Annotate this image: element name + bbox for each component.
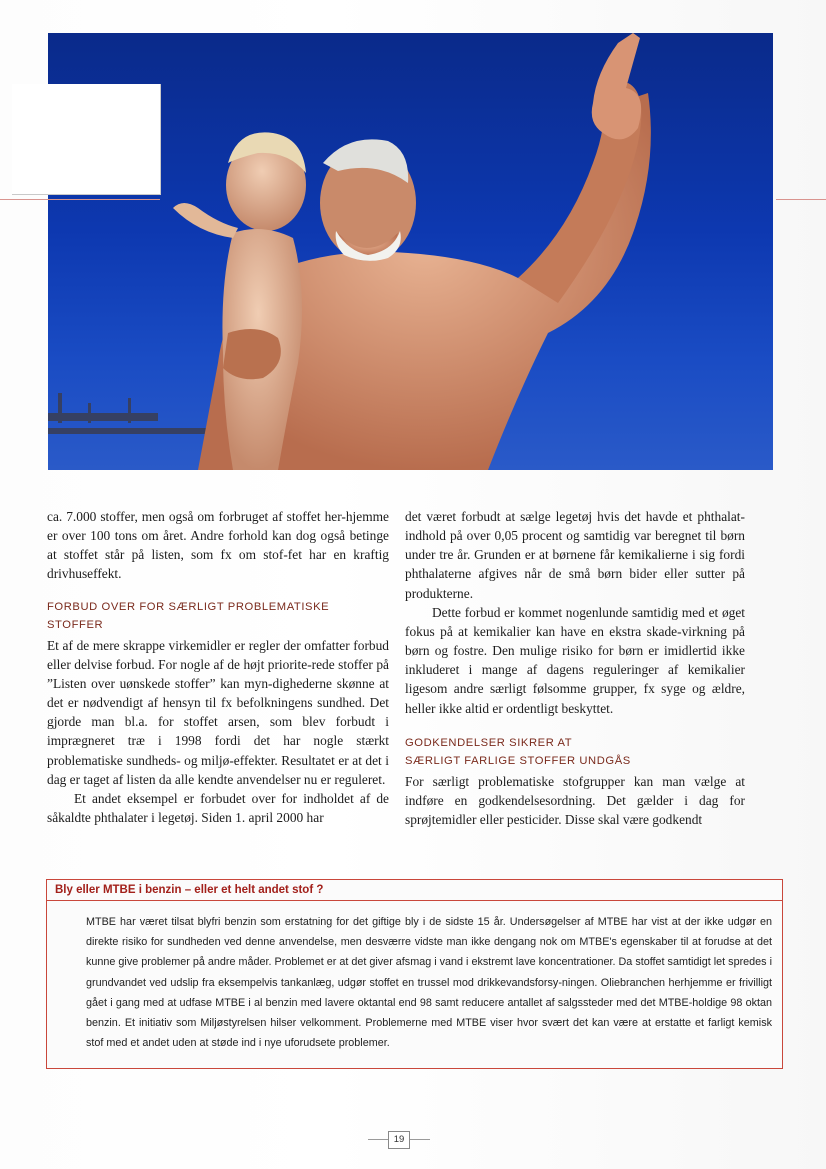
info-box-body bbox=[86, 912, 772, 1053]
paragraph: det været forbudt at sælge legetøj hvis det havde et phthalat-indhold på over 0,05 procent og samtidig var beregnet til børn under tre år. Grunden er at børnene får kemikalierne i sig fordi phthalaterne afgives når de små børn bider eller sutter på produkterne. bbox=[405, 509, 745, 601]
info-box-mtbe bbox=[46, 879, 783, 1069]
pointing-hand bbox=[592, 33, 641, 139]
info-box-title: Bly eller MTBE i benzin – eller et helt andet stof ? bbox=[47, 880, 782, 901]
paragraph: ca. 7.000 stoffer, men også om forbruget af stoffet her-hjemme er over 100 tons om året. Andre forhold kan dog også betinge at stoffet står på listen, som fx om stof-fet har en kraftig drivhuseffekt. bbox=[47, 509, 389, 582]
red-rule-right bbox=[776, 199, 826, 200]
paragraph: Et af de mere skrappe virkemidler er regler der omfatter forbud eller delvise forbud. For nogle af de højt priorite-rede stoffer på ”Listen over uønskede stoffer” kan myn-dighederne skønne at det er nødvendigt af hensyn til fx befolkningens sundhed. Det gjorde man bl.a. for stoffet arsen, som blev forbudt i imprægneret træ i 1998 fordi det har nogle stærkt problematiske sundheds- og miljø-effekter. Resultatet er at det i dag er taget af listen da alle kendte anvendelser nu er reguleret. bbox=[47, 637, 389, 787]
page-number: 19 bbox=[388, 1131, 410, 1149]
red-rule-left bbox=[0, 199, 160, 200]
paragraph: For særligt problematiske stofgrupper kan man vælge at indføre en godkendelsesordning. Det gælder i dag for sprøjtemidler eller pesticider. Disse skal være godkendt bbox=[405, 773, 745, 828]
info-box-text: MTBE har været tilsat blyfri benzin som erstatning for det giftige bly i de sidste 15 år. Undersøgelser af MTBE har vist at der ikke udgør en direkte risiko for sundheden ved denne anvendelse, men desværre vidste man ikke dengang nok om MTBE's egenskaber til at forudse at det kunne give problemer på andre måder. Problemet er at det giver afsmag i vand i ekstremt lave koncentrationer. Da stoffet samtidigt let spredes i grundvandet ved udslip fra eksempelvis tankanlæg, udgør stoffet en trussel mod drikkevandsforsy-ningen. Oliebranchen herhjemme er frivilligt gået i gang med at udfase MTBE i al benzin med lavere oktantal end 98 samt reducere antallet af salgssteder med det MTBE-holdige 98 oktan benzin. Et initiativ som Miljøstyrelsen hilser velkomment. Problemerne med MTBE viser hvor svært det kan være at erstatte et farligt kemisk stof med et andet uden at støde ind i nye uforudsete problemer. bbox=[86, 916, 772, 1050]
section-heading-forbud: FORBUD OVER FOR SÆRLIGT PROBLEMATISKE STOFFER bbox=[47, 600, 330, 631]
white-inset-box bbox=[12, 84, 161, 195]
text-column-right bbox=[405, 507, 745, 829]
page-number-rule-left bbox=[368, 1139, 388, 1140]
heading-line-1: GODKENDELSER SIKRER AT bbox=[405, 736, 573, 749]
text-column-left bbox=[47, 507, 389, 827]
page-number-rule-right bbox=[410, 1139, 430, 1140]
heading-line-2: SÆRLIGT FARLIGE STOFFER UNDGÅS bbox=[405, 754, 631, 767]
paragraph: Et andet eksempel er forbudet over for indholdet af de såkaldte phthalater i legetøj. Siden 1. april 2000 har bbox=[47, 790, 389, 826]
paragraph: Dette forbud er kommet nogenlunde samtidig med et øget fokus på at kemikalier kan have en ekstra skade-virkning på børn og fostre. Den mulige risiko for børn er imidlertid ikke inkluderet i mange af dagens reguleringer af kemikalier ligesom andre særligt følsomme grupper, fx syge og ældre, heller ikke altid er ordentligt beskyttet. bbox=[405, 604, 745, 716]
section-heading-godkendelser bbox=[405, 734, 745, 770]
